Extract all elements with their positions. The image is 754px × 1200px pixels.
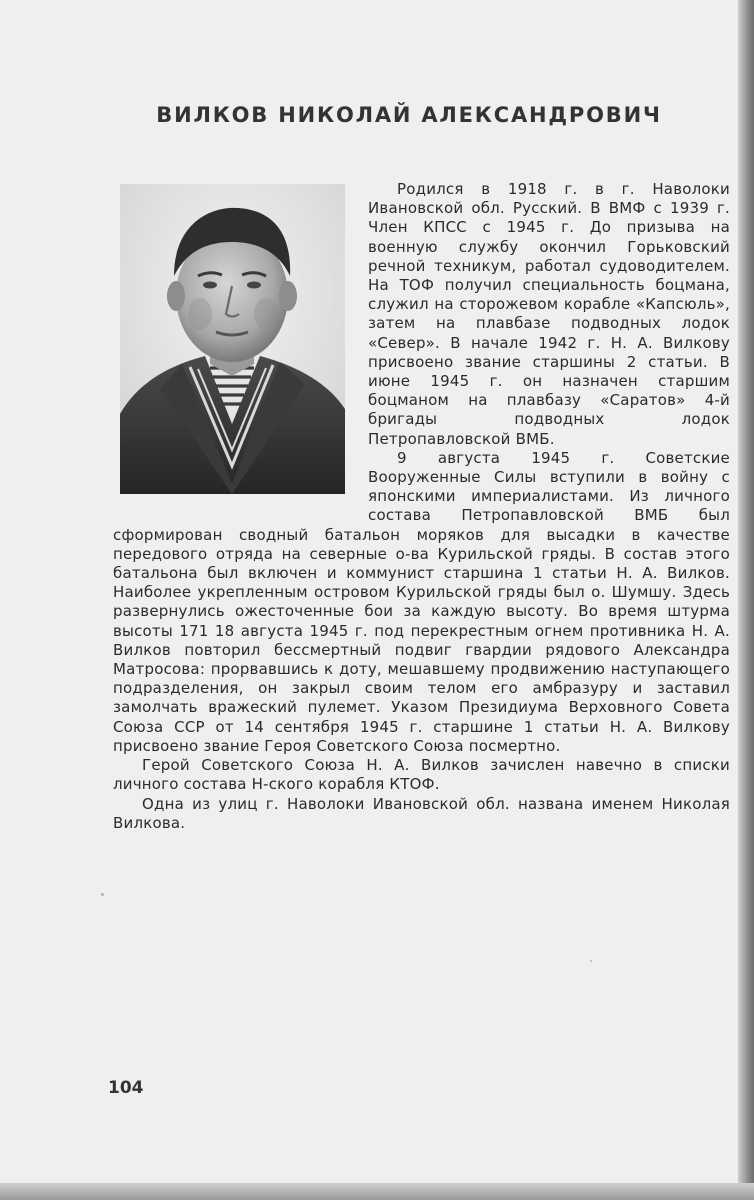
paragraph-battle: 9 августа 1945 г. Советские Вооруженные Силы вступили в войну с японскими империалистами. Из личного состава Петропавловской ВМБ был сформирован сводный батальон моряков для высадки в качестве передового отряда на северные о-ва Курильской гряды. В состав этого батальона был включен и коммунист старшина 1 статьи Н. А. Вилков. Наиболее укрепленным островом Курильской гряды был о. Шумшу. Здесь развернулись ожесточенные бои за каждую высоту. Во время штурма высоты 171 18 августа 1945 г. под перекрестным огнем противника Н. А. Вилков повторил бессмертный подвиг гвардии рядового Александра Матросова: прорвавшись к доту, мешавшему продвижению наступающего подразделения, он закрыл своим телом его амбразуру и заставил замолчать вражеский пулемет. Указом Президиума Верховного Совета Союза ССР от 14 сентября 1945 г. старшине 1 статьи Н. А. Вилкову присвоено звание Героя Советского Союза посмертно.: [113, 448, 730, 755]
page-title: ВИЛКОВ НИКОЛАЙ АЛЕКСАНДРОВИЧ: [156, 103, 662, 127]
page-bottom-shadow: [0, 1183, 754, 1200]
photo-wrap-spacer: [113, 180, 368, 525]
paragraph-street: Одна из улиц г. Наволоки Ивановской обл. названа именем Николая Вилкова.: [113, 794, 730, 832]
biography-text: [113, 180, 730, 833]
page-edge-shadow: [738, 0, 754, 1200]
paper-speck: [590, 960, 592, 962]
page-number: 104: [108, 1078, 144, 1098]
paragraph-honor: Герой Советского Союза Н. А. Вилков зачислен навечно в списки личного состава Н-ского корабля КТОФ.: [113, 756, 730, 794]
paper-speck: [101, 893, 104, 896]
paragraph-birth: Родился в 1918 г. в г. Наволоки Ивановской обл. Русский. В ВМФ с 1939 г. Член КПСС с 1945 г. До призыва на военную службу окончил Горьковский речной техникум, работал судоводителем. На ТОФ получил специальность боцмана, служил на сторожевом корабле «Капсюль», затем на плавбазе подводных лодок «Север». В начале 1942 г. Н. А. Вилкову присвоено звание старшины 2 статьи. В июне 1945 г. он назначен старшим боцманом на плавбазу «Саратов» 4-й бригады подводных лодок Петропавловской ВМБ.: [368, 180, 730, 448]
